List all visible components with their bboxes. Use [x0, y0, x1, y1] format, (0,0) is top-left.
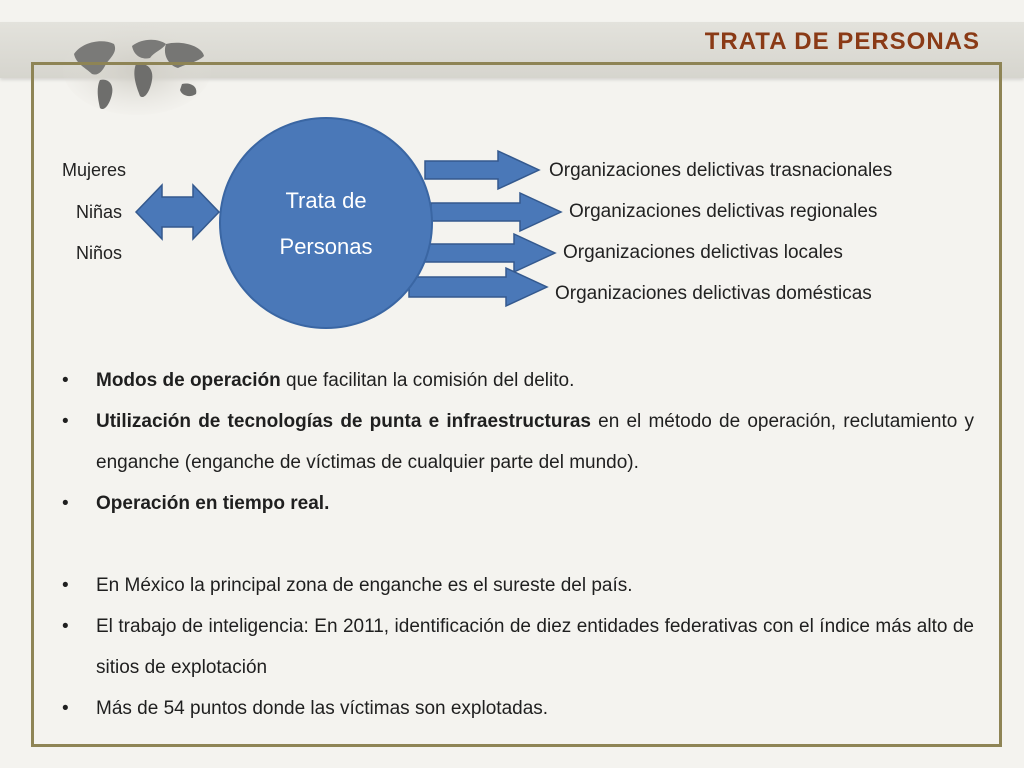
bullet-bold-text: Operación en tiempo real.: [96, 493, 330, 514]
list-item: [62, 606, 974, 688]
bullet-dot: •: [62, 575, 69, 596]
organization-label: Organizaciones delictivas trasnacionales: [549, 160, 893, 181]
bullet-dot: •: [62, 493, 69, 514]
organization-label: Organizaciones delictivas regionales: [569, 201, 878, 222]
list-item: [62, 688, 974, 729]
center-label-line2: Personas: [279, 234, 373, 259]
arrow-right-icon: [409, 268, 547, 306]
list-item: [62, 565, 974, 606]
list-item: [62, 483, 974, 524]
bullet-list: [62, 360, 974, 729]
center-circle: [219, 117, 433, 329]
bullet-dot: •: [62, 698, 69, 719]
bullet-text: Más de 54 puntos donde las víctimas son explotadas.: [96, 698, 549, 719]
arrow-right-icon: [425, 151, 539, 189]
victim-label: Mujeres: [62, 160, 127, 180]
bullet-dot: •: [62, 616, 69, 637]
bullet-text: en el método de operación, reclutamiento y enganche (enganche de víctimas de cualquier parte del mundo).: [96, 411, 974, 473]
double-arrow-icon: [136, 185, 219, 239]
organization-label: Organizaciones delictivas domésticas: [555, 283, 872, 304]
bullet-text: En México la principal zona de enganche es el sureste del país.: [96, 575, 633, 596]
spacer: [62, 524, 974, 565]
slide-title: TRATA DE PERSONAS: [704, 28, 980, 55]
organization-label: Organizaciones delictivas locales: [563, 242, 843, 263]
center-label-line1: Trata de: [285, 188, 367, 213]
arrow-right-icon: [425, 234, 555, 272]
bullet-dot: •: [62, 411, 69, 432]
bullet-text: El trabajo de inteligencia: En 2011, identificación de diez entidades federativas con el índice más alto de sitios de explotación: [96, 616, 974, 678]
victim-label: Niñas: [76, 202, 123, 222]
victim-label: Niños: [76, 243, 123, 263]
bullet-bold-text: Utilización de tecnologías de punta e infraestructuras: [96, 411, 591, 432]
list-item: [62, 360, 974, 401]
bullet-dot: •: [62, 370, 69, 391]
bullet-bold-text: Modos de operación: [96, 370, 281, 391]
bullet-text: que facilitan la comisión del delito.: [280, 370, 575, 391]
arrow-right-icon: [431, 193, 561, 231]
list-item: [62, 401, 974, 483]
